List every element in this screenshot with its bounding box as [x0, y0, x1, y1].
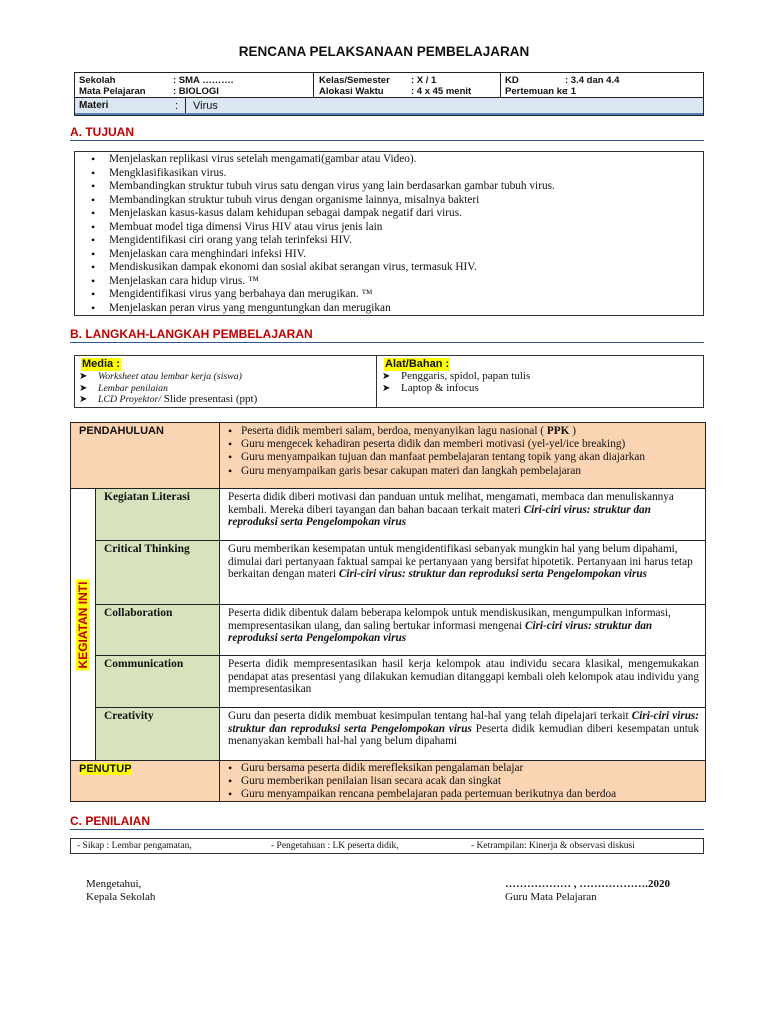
pendahuluan-list	[222, 425, 645, 478]
kepala-sekolah-text: Kepala Sekolah	[86, 890, 156, 903]
guru-text: Guru Mata Pelajaran	[505, 890, 597, 903]
mapel-label: Mata Pelajaran	[79, 86, 146, 97]
alokasi-value: : 4 x 45 menit	[411, 86, 472, 97]
pertemuan-label: Pertemuan ke	[505, 86, 568, 97]
penutup-content	[219, 760, 706, 802]
section-b-title: B. LANGKAH-LANGKAH PEMBELAJARAN	[70, 327, 313, 341]
signature-right	[505, 878, 670, 903]
inti-label-cell: Creativity	[95, 707, 220, 761]
alat-item: ➤ Penggaris, spidol, papan tulis	[380, 371, 530, 383]
materi-colon: :	[175, 100, 179, 112]
inti-label-cell: Kegiatan Literasi	[95, 488, 220, 541]
alat-label: Alat/Bahan :	[385, 358, 450, 370]
media-item: ➤ LCD Proyektor/ Slide presentasi (ppt)	[77, 394, 257, 406]
section-a-title: A. TUJUAN	[70, 125, 134, 139]
tujuan-item: • Membuat model tiga dimensi Virus HIV atau virus jenis lain	[89, 221, 555, 235]
sekolah-label: Sekolah	[79, 75, 116, 86]
tujuan-item: • Menjelaskan cara menghindari infeksi HIV.	[89, 248, 555, 262]
tujuan-item: • Mengidentifikasi virus yang berbahaya dan merugikan. ™	[89, 288, 555, 302]
kelas-label: Kelas/Semester	[319, 75, 390, 86]
pendahuluan-label-cell	[70, 422, 220, 489]
tujuan-list	[89, 153, 555, 315]
tujuan-item: • Menjelaskan kasus-kasus dalam kehidupan sebagai dampak negatif dari virus.	[89, 207, 555, 221]
inti-label-cell: Critical Thinking	[95, 540, 220, 605]
media-label: Media :	[82, 358, 120, 370]
inti-label-cell: Communication	[95, 655, 220, 708]
kd-value: : 3.4 dan 4.4	[565, 75, 620, 86]
tujuan-item: • Menjelaskan peran virus yang menguntungkan dan merugikan	[89, 302, 555, 316]
date-line: ……………… , ……………….2020	[505, 878, 670, 890]
signature-left	[86, 878, 155, 903]
penilaian-keterampilan: - Ketrampilan: Kinerja & observasi diskusi	[471, 841, 635, 851]
penilaian-box	[70, 838, 704, 854]
penutup-item: • Guru bersama peserta didik merefleksikan pengalaman belajar	[222, 762, 616, 775]
kegiatan-inti-label: KEGIATAN INTI	[76, 581, 90, 668]
penilaian-pengetahuan: - Pengetahuan : LK peserta didik,	[271, 841, 399, 851]
page-title: RENCANA PELAKSANAAN PEMBELAJARAN	[238, 44, 530, 59]
inti-content-literasi: Peserta didik diberi motivasi dan panduan untuk melihat, mengamati, membaca dan menuliskannya kembali. Mereka diberi tayangan dan bahan bacaan terkait materi Ciri-ciri virus: struktur dan reproduksi serta Pengelompokan virus	[219, 488, 706, 541]
materi-row	[75, 97, 703, 115]
activities-table	[70, 422, 706, 802]
alat-item: ➤ Laptop & infocus	[380, 383, 530, 395]
penutup-label: PENUTUP	[79, 763, 132, 775]
media-alat-box	[74, 355, 704, 408]
media-item: ➤ Worksheet atau lembar kerja (siswa)	[77, 371, 257, 383]
tujuan-item: • Mengklasifikasikan virus.	[89, 167, 555, 181]
alat-list	[380, 371, 530, 394]
pendahuluan-item: • Guru menyampaikan tujuan dan manfaat pembelajaran tentang topik yang akan diajarkan	[222, 451, 645, 464]
penutup-item: • Guru memberikan penilaian lisan secara acak dan singkat	[222, 775, 616, 788]
media-item: ➤ Lembar penilaian	[77, 383, 257, 395]
tujuan-item: • Membandingkan struktur tubuh virus satu dengan virus yang lain berdasarkan gambar tubuh virus.	[89, 180, 555, 194]
penutup-list	[222, 762, 616, 802]
penilaian-sikap: - Sikap : Lembar pengamatan,	[77, 841, 192, 851]
tujuan-list-box	[74, 151, 704, 316]
tujuan-item: • Menjelaskan replikasi virus setelah mengamati(gambar atau Video).	[89, 153, 555, 167]
alokasi-label: Alokasi Waktu	[319, 86, 384, 97]
pendahuluan-item: • Peserta didik memberi salam, berdoa, menyanyikan lagu nasional ( PPK )	[222, 425, 645, 438]
tujuan-item: • Mendiskusikan dampak ekonomi dan sosial akibat serangan virus, termasuk HIV.	[89, 261, 555, 275]
pendahuluan-item: • Guru mengecek kehadiran peserta didik dan memberi motivasi (yel-yel/ice breaking)	[222, 438, 645, 451]
inti-content-communication: Peserta didik mempresentasikan hasil kerja kelompok atau individu secara klasikal, mengemukakan pendapat atas presentasi yang dilakukan kemudian ditanggapi kembali oleh kelompok atau individu yang mempresentasikan	[219, 655, 706, 708]
sekolah-value: : SMA ……….	[173, 75, 234, 86]
tujuan-item: • Membandingkan struktur tubuh virus dengan organisme lainnya, misalnya bakteri	[89, 194, 555, 208]
identity-table	[74, 72, 704, 116]
kd-label: KD	[505, 75, 519, 86]
materi-label: Materi	[79, 100, 109, 111]
tujuan-item: • Menjelaskan cara hidup virus. ™	[89, 275, 555, 289]
media-list	[77, 371, 257, 406]
pendahuluan-content	[219, 422, 706, 489]
inti-content-creativity: Guru dan peserta didik membuat kesimpulan tentang hal-hal yang telah dipelajari terkait Ciri-ciri virus: struktur dan reproduksi serta Pengelompokan virus Peserta didik kemudian diberi kesempatan untuk menanyakan kembali hal-hal yang belum dipahami	[219, 707, 706, 761]
mengetahui-text: Mengetahui,	[86, 878, 142, 890]
tujuan-item: • Mengidentifikasi ciri orang yang telah terinfeksi HIV.	[89, 234, 555, 248]
materi-value: Virus	[193, 100, 218, 112]
penutup-label-cell	[70, 760, 220, 802]
pertemuan-value: : 1	[565, 86, 577, 97]
inti-content-critical: Guru memberikan kesempatan untuk mengidentifikasi sebanyak mungkin hal yang belum dipahami, dimulai dari pertanyaan faktual sampai ke pertanyaan yang bersifat hipotetik. Pertanyaan ini harus tetap berkaitan dengan materi Ciri-ciri virus: struktur dan reproduksi serta Pengelompokan virus	[219, 540, 706, 605]
inti-content-collaboration: Peserta didik dibentuk dalam beberapa kelompok untuk mendiskusikan, mengumpulkan informasi, mempresentasikan ulang, dan saling bertukar informasi mengenai Ciri-ciri virus: struktur dan reproduksi serta Pengelompokan virus	[219, 604, 706, 656]
pendahuluan-label: PENDAHULUAN	[79, 425, 164, 437]
kegiatan-inti-cell	[70, 488, 96, 761]
kelas-value: : X / 1	[411, 75, 437, 86]
inti-label-cell: Collaboration	[95, 604, 220, 656]
section-c-title: C. PENILAIAN	[70, 814, 150, 828]
mapel-value: : BIOLOGI	[173, 86, 219, 97]
penutup-item: • Guru menyampaikan rencana pembelajaran pada pertemuan berikutnya dan berdoa	[222, 788, 616, 801]
pendahuluan-item: • Guru menyampaikan garis besar cakupan materi dan langkah pembelajaran	[222, 465, 645, 478]
